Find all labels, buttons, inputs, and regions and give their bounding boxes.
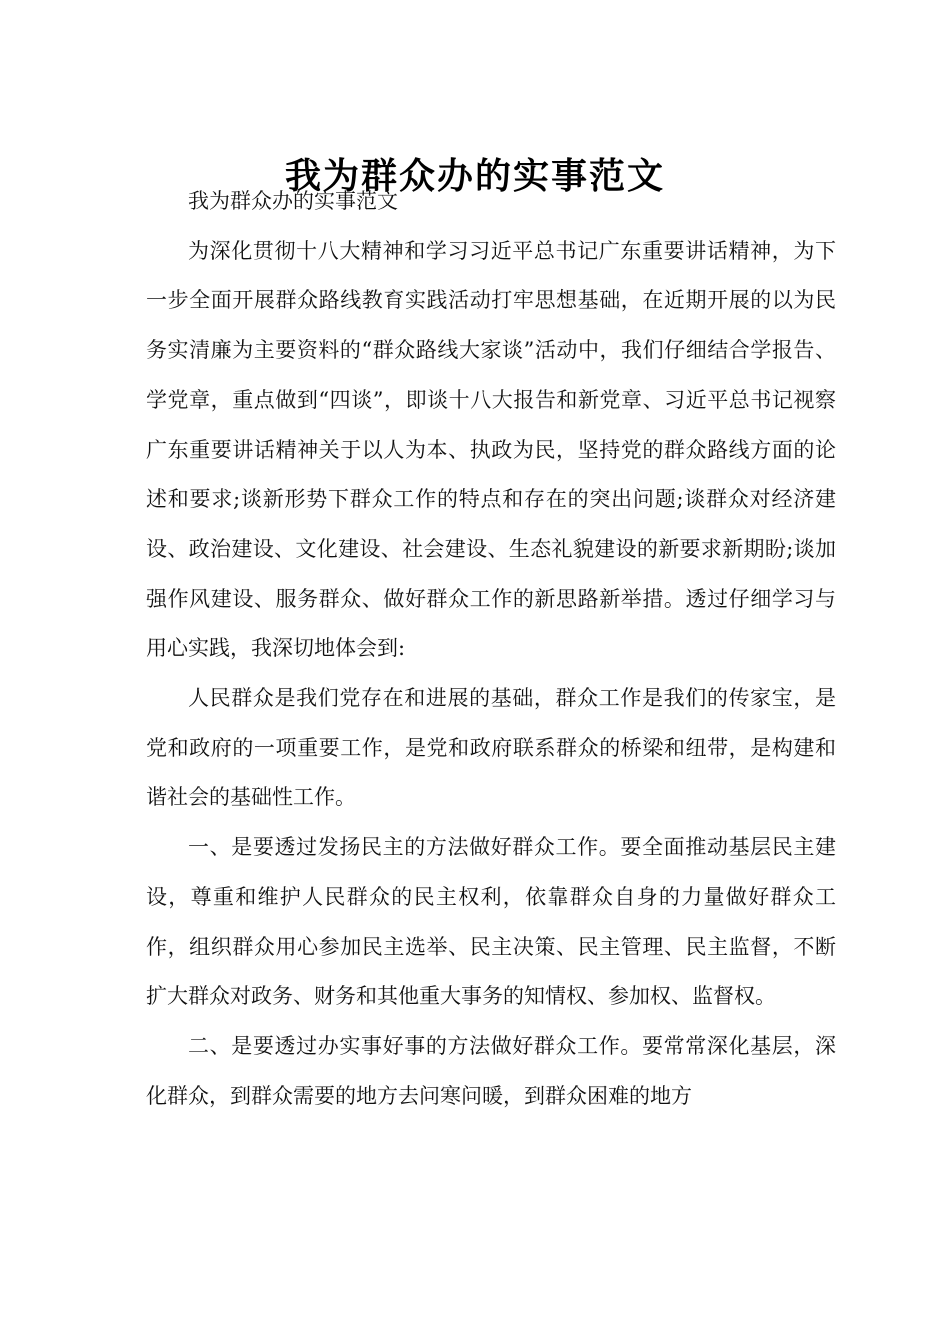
paragraph-foundation: 人民群众是我们党存在和进展的基础，群众工作是我们的传家宝，是党和政府的一项重要工作，是党和政府联系群众的桥梁和纽带，是构建和谐社会的基础性工作。 (146, 686, 836, 810)
document-body (146, 177, 836, 1121)
page-title: 我为群众办的实事范文 (284, 156, 665, 198)
paragraph-intro: 为深化贯彻十八大精神和学习习近平总书记广东重要讲话精神，为下一步全面开展群众路线教育实践活动打牢思想基础，在近期开展的以为民务实清廉为主要资料的“群众路线大家谈”活动中，我们仔细结合学报告、学党章，重点做到“四谈”，即谈十八大报告和新党章、习近平总书记视察广东重要讲话精神关于以人为本、执政为民，坚持党的群众路线方面的论述和要求;谈新形势下群众工作的特点和存在的突出问题;谈群众对经济建设、政治建设、文化建设、社会建设、生态礼貌建设的新要求新期盼;谈加强作风建设、服务群众、做好群众工作的新思路新举措。透过仔细学习与用心实践，我深切地体会到: (146, 238, 836, 661)
paragraph-point-two: 二、是要透过办实事好事的方法做好群众工作。要常常深化基层，深化群众，到群众需要的地方去问寒问暖，到群众困难的地方 (146, 1033, 836, 1108)
paragraph-subtitle: 我为群众办的实事范文 (188, 189, 398, 213)
paragraph-point-one: 一、是要透过发扬民主的方法做好群众工作。要全面推动基层民主建设，尊重和维护人民群众的民主权利，依靠群众自身的力量做好群众工作，组织群众用心参加民主选举、民主决策、民主管理、民主监督，不断扩大群众对政务、财务和其他重大事务的知情权、参加权、监督权。 (146, 835, 836, 1009)
